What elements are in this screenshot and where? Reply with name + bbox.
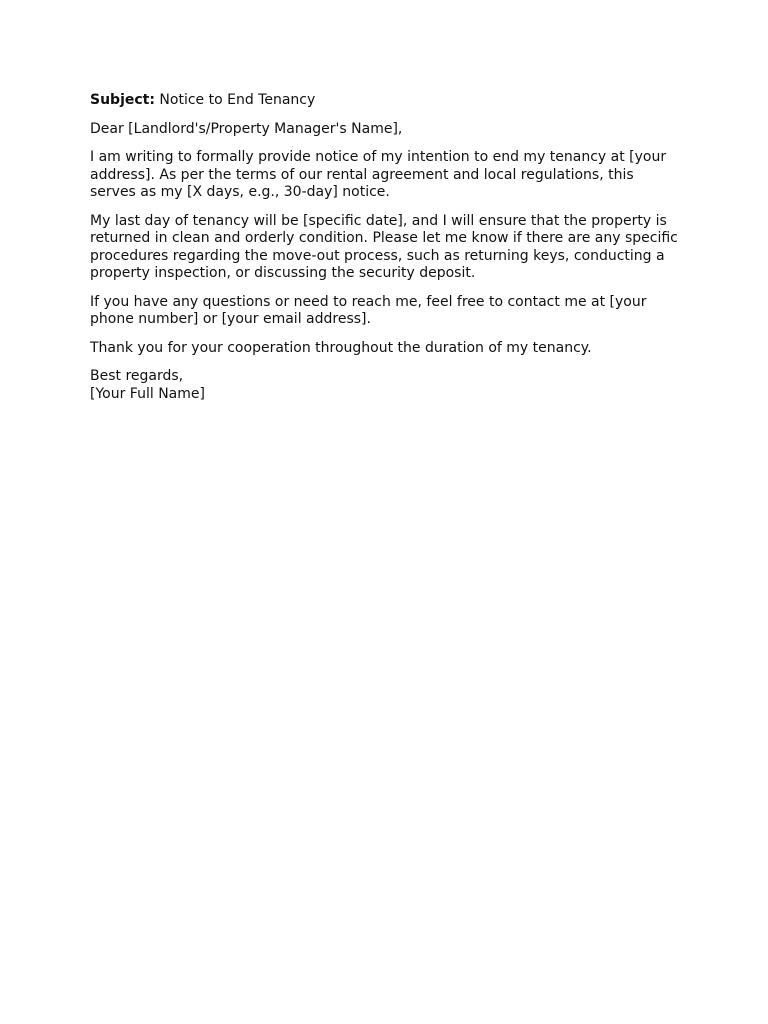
subject-label: Subject: <box>90 92 155 108</box>
letter-body <box>90 90 680 414</box>
paragraph-notice: I am writing to formally provide notice of my intention to end my tenancy at [your address]. As per the terms of our rental agreement and local regulations, this serves as my [X days, e.g., 30-day] notice. <box>90 149 667 200</box>
paragraph-contact: If you have any questions or need to reach me, feel free to contact me at [your phone number] or [your email address]. <box>90 293 647 327</box>
subject-line <box>90 92 680 110</box>
subject-text: Notice to End Tenancy <box>159 92 316 108</box>
closing: Best regards, <box>90 368 184 384</box>
signature: [Your Full Name] <box>90 385 205 402</box>
paragraph-last-day: My last day of tenancy will be [specific date], and I will ensure that the property is returned in clean and orderly condition. Please let me know if there are any specific procedures regarding the move-out process, such as returning keys, conducting a property inspection, or discussing the security deposit. <box>90 212 678 281</box>
paragraph-thanks: Thank you for your cooperation throughout the duration of my tenancy. <box>90 339 592 356</box>
salutation: Dear [Landlord's/Property Manager's Name], <box>90 120 403 137</box>
closing-block <box>90 368 680 403</box>
